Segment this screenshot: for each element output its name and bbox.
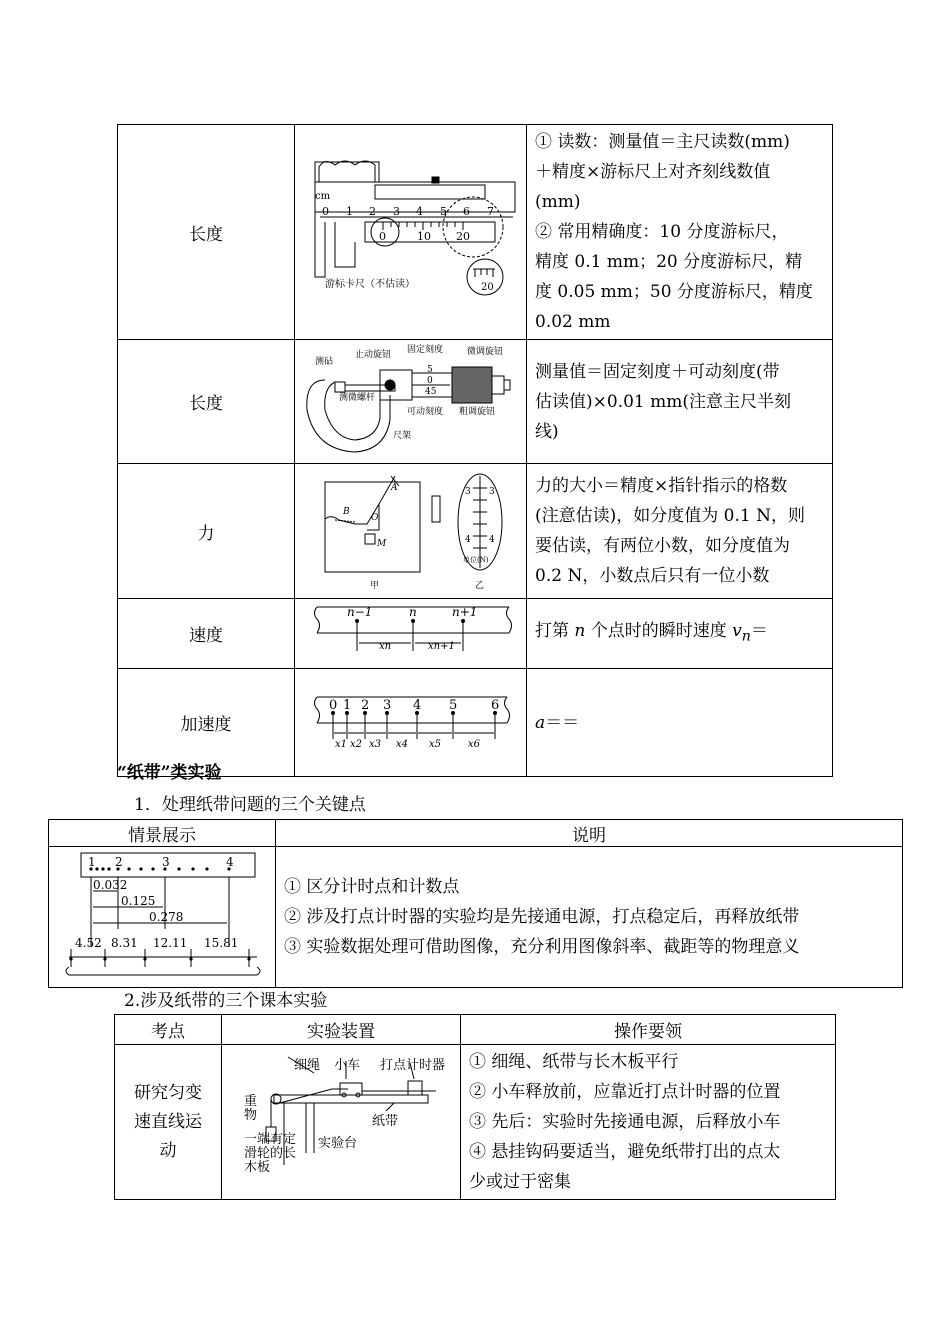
column-header: 情景展示 [49,820,276,847]
timer-label: 打点计时器 [380,1057,446,1073]
caption-jia: 甲 [370,581,380,591]
rope-label: 细绳 [294,1057,321,1073]
desc-line: ④ 悬挂钩码要适当，避免纸带打出的点太 [469,1142,781,1162]
textbook-experiments-table [114,1014,836,1200]
distance-label: 0.125 [121,894,156,908]
segment-label: xn+1 [428,641,455,652]
velocity-tape-figure [295,599,527,669]
scale-tick: 5 [427,365,433,375]
movable-scale-label: 可动刻度 [407,407,444,417]
desc-line: 线) [535,421,559,442]
subsection-title: 1．处理纸带问题的三个关键点 [134,795,366,815]
desc-line: 要估读，有两位小数，如分度值为 [535,536,790,556]
point-label: n [409,605,417,619]
table-row [118,464,833,599]
segment-label: x2 [350,739,363,750]
weight-label: 物 [244,1107,258,1123]
desc-line: (注意估读)，如分度值为 0.1 N，则 [535,506,805,526]
desc-line: ③ 实验数据处理可借助图像，充分利用图像斜率、截距等的物理意义 [284,937,800,957]
segment-label: xn [379,641,392,652]
bench-label: 实验台 [318,1135,358,1151]
row-name: 速度 [118,599,295,669]
desc-text: ＝＝ [545,712,580,733]
caliper-caption: 游标卡尺（不估读） [325,279,415,290]
desc-text: 个点时的瞬时速度 [585,620,733,641]
point-label: 6 [491,698,500,713]
column-header: 操作要领 [461,1015,836,1045]
segment-label: x5 [429,739,442,750]
segment-label: x3 [369,739,382,750]
velocity-tape-diagram [295,599,526,663]
row-name: 长度 [118,125,295,340]
row-name: 加速度 [118,669,295,777]
distance-label: 0.032 [93,878,128,892]
spindle-label: 测微螺杆 [339,393,376,403]
desc-text: ＝ [750,620,768,641]
row-name: 力 [118,464,295,599]
desc-variable: n [574,620,586,641]
point-label: 1 [343,698,352,713]
desc-variable: v [732,620,742,641]
desc-line: ② 常用精确度：10 分度游标尺， [535,222,789,242]
point-label: 0 [329,698,338,713]
point-label: 4 [413,698,422,713]
desc-line: 少或过于密集 [469,1172,571,1192]
main-tick: 7 [487,205,494,218]
scale-tick-left: 4 [465,535,471,545]
board-label: 滑轮的长 [244,1145,297,1161]
board-label: 木板 [244,1159,271,1175]
table-header-row [115,1015,836,1045]
point-label: 5 [449,698,458,713]
desc-text: 打第 [535,620,575,641]
anvil-label: 测砧 [315,357,334,367]
board-label: 一端有定 [244,1131,297,1147]
apparatus-figure-cell [222,1045,461,1200]
main-tick: 1 [346,205,353,218]
count-point-label: 2 [115,855,123,869]
desc-line: ② 小车释放前，应靠近打点计时器的位置 [469,1082,781,1102]
scale-tick-left: 3 [465,487,471,497]
vernier-tick: 10 [417,230,431,243]
desc-line: ② 涉及打点计时器的实验均是先接通电源，打点稳定后，再释放纸带 [284,907,800,927]
vernier-tick: 0 [379,230,386,243]
topic-line: 速直线运 [134,1111,202,1132]
apparatus-diagram [222,1047,460,1193]
zoom-tick: 20 [481,282,494,293]
acceleration-tape-diagram [295,669,526,771]
frame-label: 尺架 [393,431,412,441]
desc-line: ③ 先后：实验时先接通电源，后释放小车 [469,1112,781,1132]
micrometer-diagram [295,340,526,458]
row-description [527,669,833,777]
measurement-table [117,124,833,777]
desc-variable: a [535,712,546,733]
point-a-label: A [391,483,398,493]
desc-line: 0.02 mm [535,312,611,332]
table-row [118,340,833,464]
subsection-title: 2.涉及纸带的三个课本实验 [124,991,328,1011]
caliper-unit: cm [315,191,331,202]
desc-line: 0.2 N，小数点后只有一位小数 [535,566,770,586]
point-o-label: O [371,513,379,523]
stop-knob-label: 止动旋钮 [355,350,392,360]
weight-label: 重 [244,1093,258,1109]
row-name: 长度 [118,340,295,464]
desc-line: 度 0.05 mm；50 分度游标尺，精度 [535,282,813,302]
segment-label: x1 [335,739,348,750]
row-description [527,125,833,340]
tape-figure-cell [49,847,276,988]
vernier-caliper-diagram [295,127,526,332]
scale-tick-right: 4 [489,535,495,545]
segment-length-label: 15.81 [204,936,239,950]
desc-line: 测量值＝固定刻度＋可动刻度(带 [535,361,780,382]
table-row [118,669,833,777]
row-description [527,340,833,464]
tape-diagram [49,847,275,982]
point-label: 2 [361,698,370,713]
experiment-topic [115,1045,222,1200]
section-heading: “纸带”类实验 [117,763,222,783]
desc-line: 精度 0.1 mm；20 分度游标尺，精 [535,252,803,272]
vernier-caliper-figure [295,125,527,340]
desc-line: 估读值)×0.01 mm(注意主尺半刻 [535,391,792,412]
point-label: n−1 [347,605,373,619]
caption-yi: 乙 [475,581,485,591]
main-tick: 2 [369,205,376,218]
main-tick: 0 [322,205,329,218]
point-label: n+1 [452,605,478,619]
desc-line: ＋精度×游标尺上对齐刻线数值 [535,162,771,182]
column-header: 说明 [276,820,903,847]
desc-line: ① 细绳、纸带与长木板平行 [469,1052,679,1072]
table-row [49,847,903,988]
point-label: 3 [383,698,392,713]
segment-label: x4 [396,739,409,750]
point-b-label: B [343,507,350,517]
table-row [115,1045,836,1200]
desc-line: 力的大小＝精度×指针指示的格数 [535,476,788,496]
scale-tick: 0 [427,376,433,386]
row-description [527,464,833,599]
fixed-scale-label: 固定刻度 [407,345,444,355]
count-point-label: 1 [88,855,96,869]
vernier-scale-ticks [379,230,470,243]
desc-subscript: n [741,628,751,645]
table-row [118,125,833,340]
tape-label: 纸带 [372,1113,399,1129]
segment-length-label: 4.52 [75,936,102,950]
main-tick: 4 [416,205,423,218]
main-tick: 3 [393,205,400,218]
table-header-row [49,820,903,847]
operation-description [461,1045,836,1200]
fine-knob-label: 微调旋钮 [467,347,504,357]
count-point-label: 4 [226,855,234,869]
column-header: 考点 [115,1015,222,1045]
main-tick: 6 [463,205,470,218]
main-tick: 5 [440,205,447,218]
point-m-label: M [377,539,387,549]
row-description [527,599,833,669]
scale-tick-right: 3 [489,487,495,497]
desc-line: (mm) [535,192,581,212]
distance-label: 0.278 [149,910,184,924]
desc-line: ① 读数：测量值＝主尺读数(mm) [535,132,790,152]
vernier-tick: 20 [456,230,470,243]
count-point-label: 3 [162,855,170,869]
tape-keypoints-table [48,819,903,988]
spring-scale-diagram [295,464,526,593]
table-row [118,599,833,669]
spring-scale-figure [295,464,527,599]
segment-label: x6 [468,739,481,750]
topic-line: 研究匀变 [134,1082,202,1103]
column-header: 实验装置 [222,1015,461,1045]
coarse-knob-label: 粗调旋钮 [459,407,496,417]
desc-line: ① 区分计时点和计数点 [284,877,460,897]
segment-length-label: 8.31 [111,936,138,950]
keypoints-description [276,847,903,988]
cart-label: 小车 [334,1057,361,1073]
scale-unit: 单位(N) [463,556,489,564]
micrometer-figure [295,340,527,464]
scale-tick: 45 [425,387,437,397]
topic-line: 动 [159,1140,177,1161]
acceleration-tape-figure [295,669,527,777]
segment-length-label: 12.11 [153,936,188,950]
